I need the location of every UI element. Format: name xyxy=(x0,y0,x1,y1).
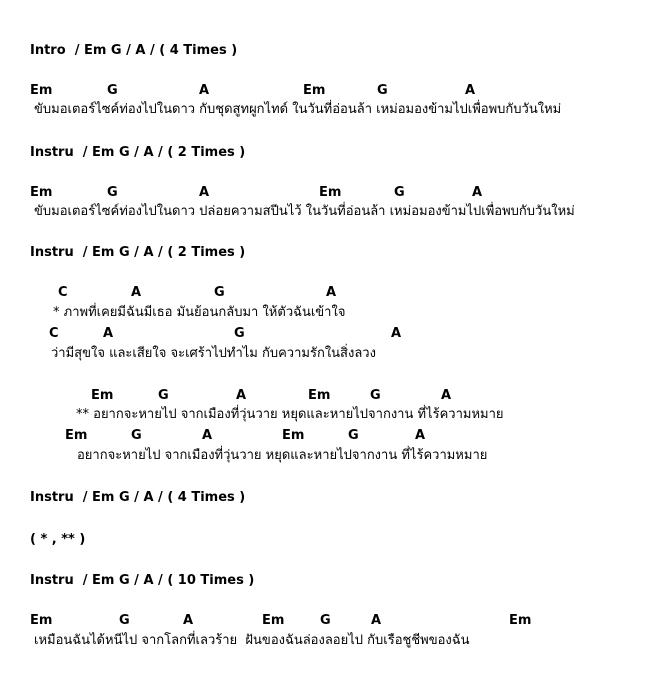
chord: G xyxy=(107,185,118,200)
chord: A xyxy=(441,388,452,403)
chord: A xyxy=(472,185,483,200)
instru-line: Instru / Em G / A / ( 2 Times ) xyxy=(30,145,246,160)
chord: G xyxy=(348,428,359,443)
chord: A xyxy=(103,326,114,341)
chord: A xyxy=(202,428,213,443)
chord-row-outro xyxy=(0,613,670,629)
chord: Em xyxy=(91,388,114,403)
chord: A xyxy=(326,285,337,300)
lyric-hook1: ** อยากจะหายไป จากเมืองที่วุ่นวาย หยุดและหายไปจากงาน ที่ไร้ความหมาย xyxy=(76,407,504,422)
repeat-marker: ( * , ** ) xyxy=(30,532,86,547)
chord: A xyxy=(465,83,476,98)
chord: G xyxy=(107,83,118,98)
chord: C xyxy=(58,285,68,300)
chord: Em xyxy=(282,428,305,443)
chord-row-pre1 xyxy=(0,285,670,301)
chord: G xyxy=(131,428,142,443)
chord: A xyxy=(415,428,426,443)
chord: A xyxy=(199,185,210,200)
instru-line: Instru / Em G / A / ( 10 Times ) xyxy=(30,573,255,588)
chord: Em xyxy=(308,388,331,403)
lyric-hook2: อยากจะหายไป จากเมืองที่วุ่นวาย หยุดและหายไปจากงาน ที่ไร้ความหมาย xyxy=(77,448,488,463)
chord: G xyxy=(119,613,130,628)
instru-line: Instru / Em G / A / ( 4 Times ) xyxy=(30,490,246,505)
lyric-verse2: ขับมอเตอร์ไซค์ท่องไปในดาว ปล่อยความสปีนไว้ ในวันที่อ่อนล้า เหม่อมองข้ามไปเพื่อพบกับวันใหม่ xyxy=(34,204,575,219)
chord: C xyxy=(49,326,59,341)
chord: Em xyxy=(319,185,342,200)
chord: G xyxy=(394,185,405,200)
chord: Em xyxy=(30,185,53,200)
chord-row-verse1 xyxy=(0,83,670,99)
chord: G xyxy=(377,83,388,98)
chord: Em xyxy=(262,613,285,628)
chord: A xyxy=(236,388,247,403)
lyric-outro: เหมือนฉันได้หนีไป จากโลกที่เลวร้าย ฝันของฉันล่องลอยไป กับเรือชูชีพของฉัน xyxy=(34,633,470,648)
chord: A xyxy=(131,285,142,300)
chord: A xyxy=(371,613,382,628)
chord: Em xyxy=(509,613,532,628)
chord-row-hook2 xyxy=(0,428,670,444)
chord: G xyxy=(320,613,331,628)
chord: Em xyxy=(65,428,88,443)
instru-line: Instru / Em G / A / ( 2 Times ) xyxy=(30,245,246,260)
chord: A xyxy=(391,326,402,341)
chord: G xyxy=(158,388,169,403)
chord: A xyxy=(199,83,210,98)
chord-row-verse2 xyxy=(0,185,670,201)
chord: G xyxy=(214,285,225,300)
chord: Em xyxy=(30,83,53,98)
chord-row-pre2 xyxy=(0,326,670,342)
chord: Em xyxy=(303,83,326,98)
lyric-pre2: ว่ามีสุขใจ และเสียใจ จะเศร้าไปทำไม กับความรักในสิ่งลวง xyxy=(51,346,376,361)
lyric-pre1: * ภาพที่เคยมีฉันมีเธอ มันย้อนกลับมา ให้ตัวฉันเข้าใจ xyxy=(53,305,346,320)
chord-row-hook1 xyxy=(0,388,670,404)
chord: G xyxy=(234,326,245,341)
lyric-verse1: ขับมอเตอร์ไซค์ท่องไปในดาว กับชุดสูทผูกไทด์ ในวันที่อ่อนล้า เหม่อมองข้ามไปเพื่อพบกับวันใหม่ xyxy=(34,102,562,117)
chord: G xyxy=(370,388,381,403)
chord: Em xyxy=(30,613,53,628)
intro-line: Intro / Em G / A / ( 4 Times ) xyxy=(30,43,238,58)
chord: A xyxy=(183,613,194,628)
